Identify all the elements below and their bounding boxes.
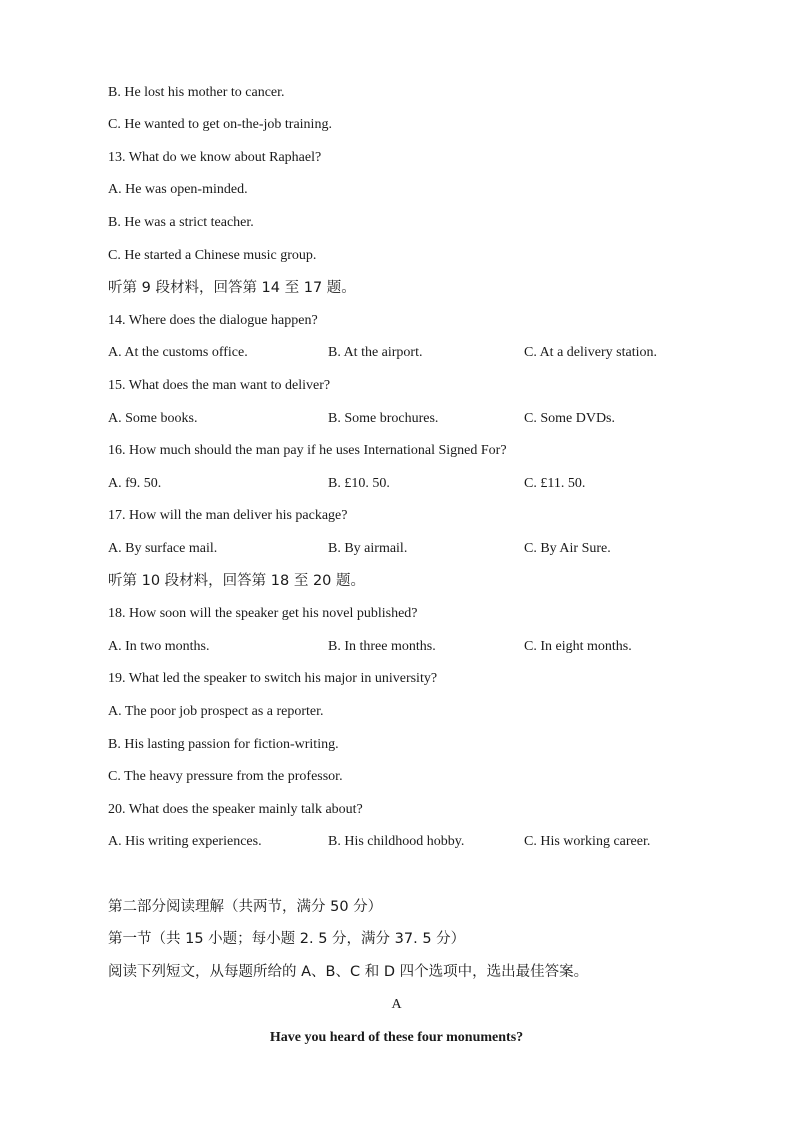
q17-option-c: C. By Air Sure. xyxy=(524,541,611,556)
q14-option-a: A. At the customs office. xyxy=(108,345,248,360)
q15-option-b: B. Some brochures. xyxy=(328,411,439,426)
passage-title: Have you heard of these four monuments? xyxy=(269,1030,524,1045)
q18-option-c: C. In eight months. xyxy=(524,639,632,654)
q16-option-b: B. £10. 50. xyxy=(328,476,390,491)
q12-option-b: B. He lost his mother to cancer. xyxy=(108,85,285,100)
passage-label: A xyxy=(391,997,402,1012)
q18-option-b: B. In three months. xyxy=(328,639,436,654)
q17-option-b: B. By airmail. xyxy=(328,541,408,556)
question-13: 13. What do we know about Raphael? xyxy=(108,150,322,165)
q14-option-b: B. At the airport. xyxy=(328,345,423,360)
q15-option-a: A. Some books. xyxy=(108,411,198,426)
q20-option-b: B. His childhood hobby. xyxy=(328,834,465,849)
q19-option-c: C. The heavy pressure from the professor. xyxy=(108,769,343,784)
q15-options xyxy=(0,410,793,428)
q19-option-a: A. The poor job prospect as a reporter. xyxy=(108,704,324,719)
q18-options xyxy=(0,638,793,656)
question-17: 17. How will the man deliver his package? xyxy=(108,508,348,523)
q16-option-a: A. f9. 50. xyxy=(108,476,162,491)
q13-option-c: C. He started a Chinese music group. xyxy=(108,248,317,263)
reading-instructions: 阅读下列短文，从每题所给的 A、B、C 和 D 四个选项中，选出最佳答案。 xyxy=(108,964,589,980)
q17-option-a: A. By surface mail. xyxy=(108,541,218,556)
question-14: 14. Where does the dialogue happen? xyxy=(108,313,318,328)
q13-option-b: B. He was a strict teacher. xyxy=(108,215,254,230)
question-19: 19. What led the speaker to switch his major in university? xyxy=(108,671,438,686)
part-two-heading: 第二部分阅读理解（共两节，满分 50 分） xyxy=(108,899,383,915)
q14-option-c: C. At a delivery station. xyxy=(524,345,657,360)
question-16: 16. How much should the man pay if he uses International Signed For? xyxy=(108,443,507,458)
section-one-heading: 第一节（共 15 小题；每小题 2. 5 分，满分 37. 5 分） xyxy=(108,931,466,947)
q16-option-c: C. £11. 50. xyxy=(524,476,586,491)
section-heading-10: 听第 10 段材料，回答第 18 至 20 题。 xyxy=(108,573,366,589)
q20-option-a: A. His writing experiences. xyxy=(108,834,262,849)
question-18: 18. How soon will the speaker get his novel published? xyxy=(108,606,418,621)
q14-options xyxy=(0,344,793,362)
q20-option-c: C. His working career. xyxy=(524,834,651,849)
section-heading-9: 听第 9 段材料，回答第 14 至 17 题。 xyxy=(108,280,356,296)
q16-options xyxy=(0,475,793,493)
q19-option-b: B. His lasting passion for fiction-writing. xyxy=(108,737,339,752)
q12-option-c: C. He wanted to get on-the-job training. xyxy=(108,117,332,132)
q18-option-a: A. In two months. xyxy=(108,639,210,654)
q15-option-c: C. Some DVDs. xyxy=(524,411,616,426)
q13-option-a: A. He was open-minded. xyxy=(108,182,248,197)
q20-options xyxy=(0,833,793,851)
q17-options xyxy=(0,540,793,558)
question-20: 20. What does the speaker mainly talk about? xyxy=(108,802,363,817)
question-15: 15. What does the man want to deliver? xyxy=(108,378,331,393)
